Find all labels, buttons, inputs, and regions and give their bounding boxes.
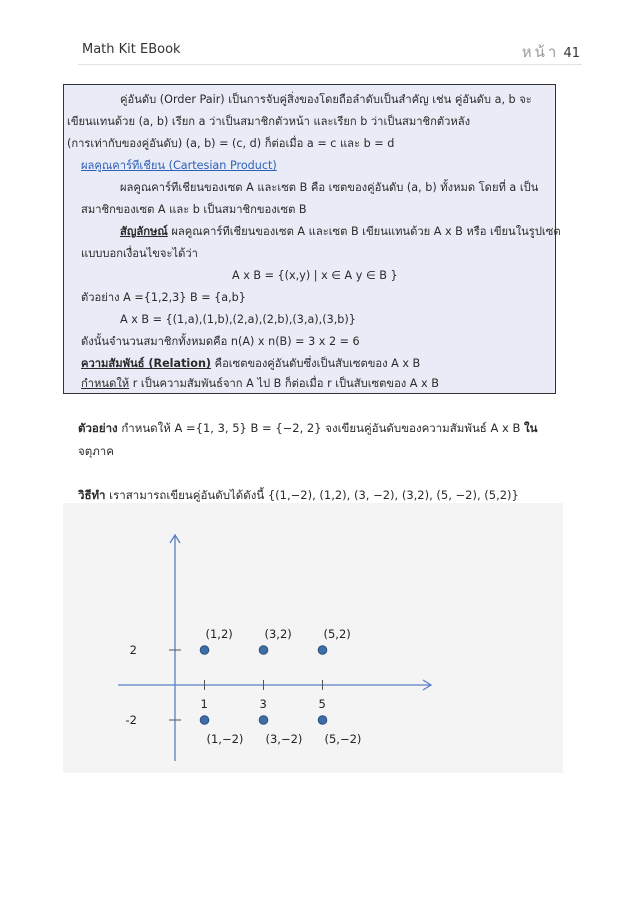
y-tick-label: -2 (125, 713, 137, 727)
data-point (200, 646, 209, 655)
set-builder-formula: A x B = {(x,y) | x ∈ A y ∈ B } (232, 269, 398, 282)
set-builder-intro: แบบบอกเงื่อนไขจะได้ว่า (81, 247, 198, 260)
x-tick-label: 3 (259, 697, 267, 711)
relation-text: คือเซตของคู่อันดับซึ่งเป็นสับเซตของ A x B (214, 357, 421, 370)
point-label: (3,2) (264, 627, 292, 641)
data-point (259, 716, 268, 725)
order-pair-line-2: เขียนแทนด้วย (a, b) เรียก a ว่าเป็นสมาชิกตัวหน้า และเรียก b ว่าเป็นสมาชิกตัวหลัง (67, 115, 471, 128)
axes (118, 535, 431, 761)
example-sets: ตัวอย่าง A ={1,2,3} B = {a,b} (81, 291, 246, 304)
example-line-2: จตุภาค (78, 444, 114, 458)
page-indicator (522, 40, 580, 64)
x-tick-label: 5 (318, 697, 326, 711)
cartesian-heading: ผลคูณคาร์ทีเชียน (Cartesian Product) (81, 159, 277, 172)
header-divider (78, 64, 582, 65)
point-label: (3,−2) (265, 732, 303, 746)
order-pair-line-1: คู่อันดับ (Order Pair) เป็นการจับคู่สิ่งของโดยถือลำดับเป็นสำคัญ เช่น คู่อันดับ a, b จะ (120, 93, 532, 106)
point-label: (1,−2) (206, 732, 244, 746)
point-label: (1,2) (205, 627, 233, 641)
coordinate-graph (63, 503, 563, 773)
solution-label: วิธีทำ (78, 488, 106, 502)
x-tick-label: 1 (200, 697, 208, 711)
graph-panel (63, 503, 563, 773)
point-label: (5,−2) (324, 732, 362, 746)
cartesian-line-2: สมาชิกของเซต A และ b เป็นสมาชิกของเซต B (81, 203, 307, 216)
member-count: ดังนั้นจำนวนสมาชิกทั้งหมดคือ n(A) x n(B) = 3 x 2 = 6 (81, 335, 360, 348)
cartesian-line-1: ผลคูณคาร์ทีเชียนของเซต A และเซต B คือ เซตของคู่อันดับ (a, b) ทั้งหมด โดยที่ a เป็น (120, 181, 539, 194)
data-point (318, 716, 327, 725)
ebook-title: Math Kit EBook (82, 42, 181, 57)
data-point (200, 716, 209, 725)
symbol-text: ผลคูณคาร์ทีเชียนของเซต A และเซต B เขียนแทนด้วย A x B หรือ เขียนในรูปเซต (171, 225, 561, 238)
page-label: หน้า (521, 43, 560, 61)
definition-box (63, 84, 561, 394)
relation-line (81, 355, 420, 373)
data-point (259, 646, 268, 655)
y-tick-label: 2 (129, 643, 137, 657)
point-label: (5,2) (323, 627, 351, 641)
defined-label: กำหนดให้ (81, 377, 130, 390)
symbol-line (120, 223, 561, 241)
page-number: 41 (563, 46, 580, 61)
defined-text: r เป็นความสัมพันธ์จาก A ไป B ก็ต่อเมื่อ r เป็นสับเซตของ A x B (132, 377, 439, 390)
example-line-1 (78, 420, 538, 438)
defined-line (81, 375, 439, 393)
points (200, 627, 361, 746)
example-text: กำหนดให้ A ={1, 3, 5} B = {−2, 2} จงเขียนคู่อันดับของความสัมพันธ์ A x B (121, 421, 521, 435)
data-point (318, 646, 327, 655)
relation-label: ความสัมพันธ์ (Relation) (81, 357, 212, 370)
solution-text: เราสามารถเขียนคู่อันดับได้ดังนี้ {(1,−2), (1,2), (3, −2), (3,2), (5, −2), (5,2)} (109, 488, 519, 502)
symbol-label: สัญลักษณ์ (120, 225, 168, 238)
example-label: ตัวอย่าง (78, 421, 118, 435)
order-pair-line-3: (การเท่ากับของคู่อันดับ) (a, b) = (c, d) ก็ต่อเมื่อ a = c และ b = d (67, 137, 395, 150)
product-result: A x B = {(1,a),(1,b),(2,a),(2,b),(3,a),(3,b)} (120, 313, 356, 326)
example-text-end: ใน (524, 421, 538, 435)
